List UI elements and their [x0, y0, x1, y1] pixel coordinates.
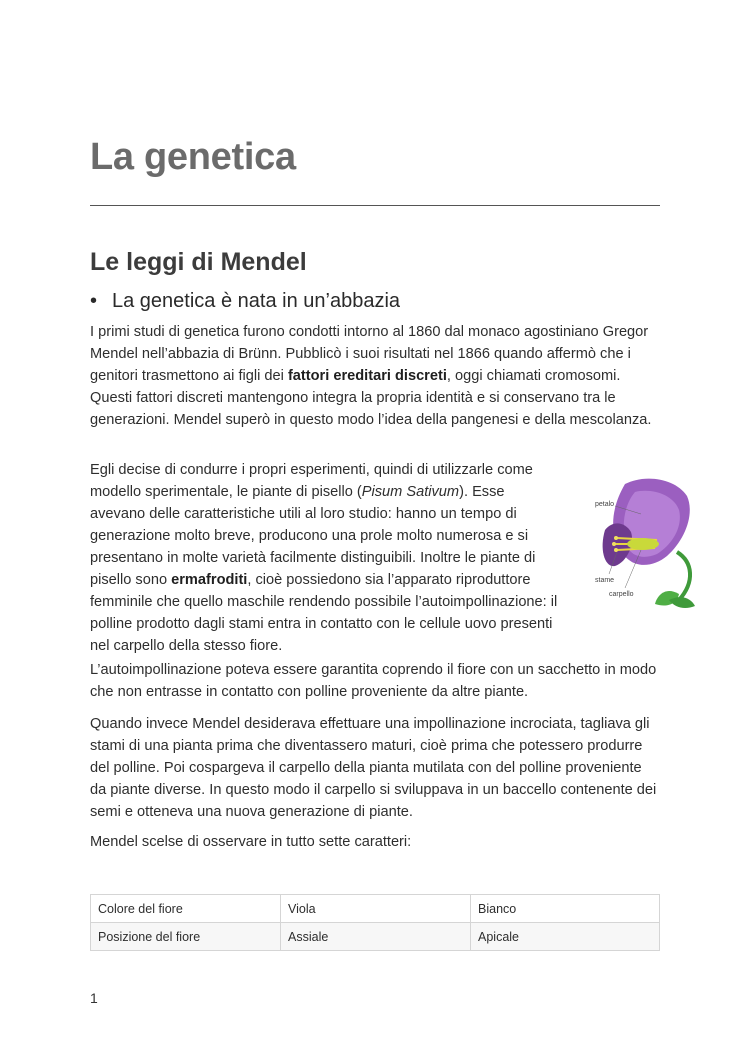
- table-cell: Assiale: [281, 923, 471, 951]
- flower-stem: [677, 552, 690, 600]
- anther-2: [612, 542, 616, 546]
- bullet-dot-icon: •: [90, 290, 98, 312]
- carpel: [627, 538, 659, 550]
- p2-bold-term: ermafroditi: [171, 572, 248, 588]
- page-number: 1: [90, 990, 98, 1006]
- p2-text-b: ). Esse avevano delle caratteristiche utili al loro studio: hanno un tempo di generazione molto breve, producono una prole molto numerosa e si presentano in molte varietà facilmente distinguibili. Inoltre le piante di pisello sono: [90, 484, 536, 588]
- paragraph-4: Quando invece Mendel desiderava effettuare una impollinazione incrociata, tagliava gli stami di una pianta prima che diventassero maturi, cioè prima che potessero produrre del polline. Poi cospargeva il carpello della pianta mutilata con del polline proveniente da piante diverse. In questo modo il carpello si sviluppava in un baccello contenente dei semi e otteneva una nuova generazione di piante.: [90, 716, 657, 820]
- flower-leaf-2: [669, 597, 695, 608]
- label-carpello: carpello: [609, 591, 634, 598]
- paragraph-5: Mendel scelse di osservare in tutto sette caratteri:: [90, 834, 412, 850]
- table-cell: Posizione del fiore: [91, 923, 281, 951]
- paragraph-1: [90, 321, 660, 431]
- characters-table: [90, 894, 660, 951]
- section-heading: Le leggi di Mendel: [90, 248, 307, 276]
- table-cell: Viola: [281, 895, 471, 923]
- table-cell: Bianco: [471, 895, 660, 923]
- p1-bold-term: fattori ereditari discreti: [287, 368, 447, 384]
- paragraph-2: [90, 459, 558, 657]
- p1-text-a: I primi studi di genetica furono condotti intorno al 1860 dal monaco agostiniano Gregor Mendel nell’abbazia di Brünn. Pubblicò i suoi risultati nel 1866 quando affermò che i genitori trasmettono ai figli dei: [90, 324, 649, 384]
- document-title: La genetica: [90, 136, 296, 178]
- p2-italic-term: Pisum Sativum: [361, 484, 460, 500]
- table-cell: Colore del fiore: [91, 895, 281, 923]
- label-stame: stame: [595, 577, 615, 584]
- p1-text-b: , oggi chiamati cromosomi. Questi fattori discreti mantengono integra la propria identità e si conservano tra le generazioni. Mendel superò in questo modo l’idea della pangenesi e della mescolanza.: [90, 368, 652, 428]
- p2-text-c: , cioè possiedono sia l’apparato riproduttore femminile che quello maschile rendendo possibile l’autoimpollinazione: il polline prodotto dagli stami entra in contatto con le cellule uovo presenti nel carpello della stesso fiore.: [90, 572, 558, 654]
- anther-3: [614, 548, 618, 552]
- table-row: [91, 923, 660, 951]
- table-cell: Apicale: [471, 923, 660, 951]
- bullet-heading: [90, 290, 400, 313]
- title-divider: [90, 205, 660, 206]
- table-row: [91, 895, 660, 923]
- flower-illustration: [595, 470, 710, 615]
- bullet-text: La genetica è nata in un’abbazia: [112, 290, 401, 312]
- p2-text-a: Egli decise di condurre i propri esperimenti, quindi di utilizzarle come modello sperimentale, le piante di pisello (: [90, 462, 533, 500]
- label-petalo: petalo: [595, 501, 615, 508]
- paragraph-3: L’autoimpollinazione poteva essere garantita coprendo il fiore con un sacchetto in modo che non entrasse in contatto con polline proveniente da altre piante.: [90, 662, 657, 700]
- anther-1: [614, 536, 618, 540]
